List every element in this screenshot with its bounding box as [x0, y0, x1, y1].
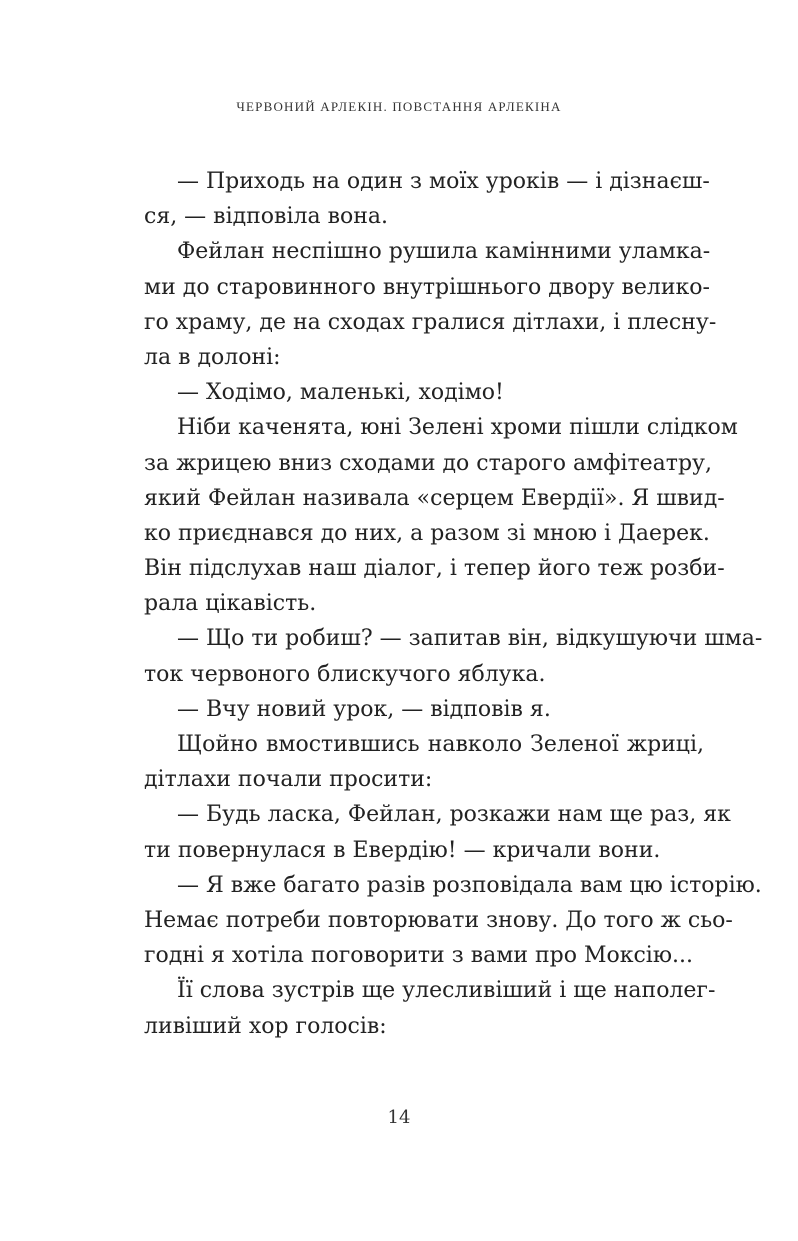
text-line: — Будь ласка, Фейлан, розкажи нам ще раз, як — [177, 802, 731, 828]
running-header: ЧЕРВОНИЙ АРЛЕКІН. ПОВСТАННЯ АРЛЕКІНА — [236, 99, 562, 114]
body-text — [144, 164, 763, 1044]
page-number: 14 — [387, 1107, 411, 1128]
text-line: го храму, де на сходах гралися дітлахи, і плесну- — [144, 309, 717, 335]
text-line: годні я хотіла поговорити з вами про Моксію... — [144, 943, 693, 969]
text-line: Її слова зустрів ще улесливіший і ще наполег- — [177, 978, 716, 1004]
text-line: ток червоного блискучого яблука. — [144, 661, 546, 687]
text-line: який Фейлан називала «серцем Евердії». Я швид- — [144, 485, 725, 511]
text-line: ла в долоні: — [144, 344, 281, 370]
text-line: — Приходь на один з моїх уроків — і дізнаєш- — [177, 169, 710, 194]
text-line: рала цікавість. — [144, 591, 317, 617]
text-line: за жрицею вниз сходами до старого амфітеатру, — [144, 450, 712, 476]
text-line: — Вчу новий урок, — відповів я. — [177, 696, 551, 722]
text-line: Ніби каченята, юні Зелені хроми пішли слідком — [177, 415, 738, 441]
text-line: Фейлан неспішно рушила камінними уламка- — [177, 239, 711, 265]
text-line: ми до старовинного внутрішнього двору велико- — [144, 274, 710, 300]
text-line: Щойно вмостившись навколо Зеленої жриці, — [177, 732, 704, 757]
text-line: ко приєднався до них, а разом зі мною і Даерек. — [144, 520, 710, 546]
text-line: — Що ти робиш? — запитав він, відкушуючи шма- — [177, 626, 763, 652]
text-line: ся, — відповіла вона. — [144, 204, 388, 230]
text-line: — Ходімо, маленькі, ходімо! — [177, 380, 504, 406]
text-line: — Я вже багато разів розповідала вам цю історію. — [177, 872, 762, 898]
text-line: Він підслухав наш діалог, і тепер його теж розби- — [144, 556, 725, 582]
text-line: Немає потреби повторювати знову. До того ж сьо- — [144, 907, 733, 933]
text-line: ти повернулася в Евердію! — кричали вони. — [144, 837, 661, 863]
text-line: дітлахи почали просити: — [144, 767, 433, 793]
text-line: ливіший хор голосів: — [144, 1013, 387, 1039]
